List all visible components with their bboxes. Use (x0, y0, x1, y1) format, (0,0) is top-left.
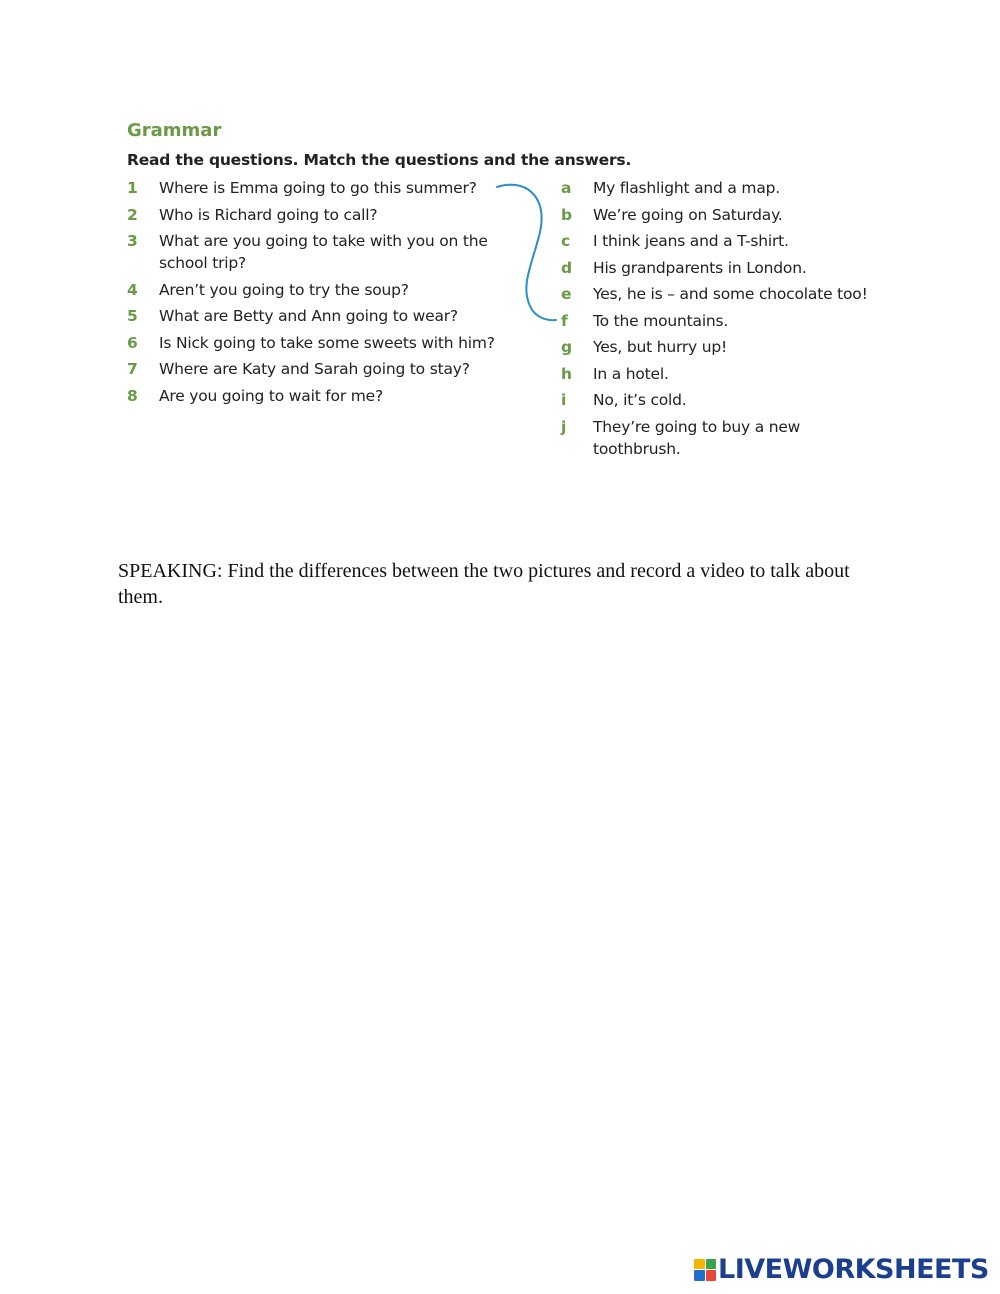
question-item (127, 358, 527, 380)
question-text: Who is Richard going to call? (159, 205, 378, 224)
answer-letter: d (561, 258, 572, 277)
answer-text: I think jeans and a T-shirt. (593, 232, 789, 250)
answer-letter: e (561, 285, 572, 303)
answer-letter: g (561, 338, 572, 356)
question-number: 5 (127, 307, 138, 325)
grammar-section-title: Grammar (127, 120, 222, 141)
question-number: 1 (127, 179, 138, 197)
answer-letter: b (561, 205, 572, 224)
logo-wordmark: LIVEWORKSHEETS (718, 1254, 989, 1285)
answer-letter: j (561, 417, 567, 436)
question-text: Where are Katy and Sarah going to stay? (159, 360, 470, 378)
answers-list (561, 177, 901, 464)
answer-item (561, 310, 901, 332)
answer-text: My flashlight and a map. (593, 179, 780, 197)
answer-letter: i (561, 391, 567, 409)
logo-tile-blue (694, 1270, 705, 1281)
question-text: What are you going to take with you on the school trip? (159, 232, 488, 272)
logo-tile-red (706, 1270, 717, 1281)
answer-text: No, it’s cold. (593, 391, 687, 409)
questions-list (127, 177, 527, 411)
question-text: Are you going to wait for me? (159, 386, 383, 405)
answer-text: In a hotel. (593, 364, 669, 383)
question-item (127, 230, 527, 274)
answer-text: Yes, but hurry up! (593, 338, 728, 356)
answer-item (561, 416, 901, 460)
answer-letter: a (561, 179, 572, 197)
answer-letter: h (561, 364, 572, 383)
question-number: 6 (127, 333, 138, 352)
answer-item (561, 283, 901, 305)
answer-item (561, 204, 901, 226)
liveworksheets-logo (694, 1254, 989, 1285)
question-number: 8 (127, 386, 138, 405)
answer-item (561, 363, 901, 385)
question-number: 4 (127, 280, 138, 299)
question-item (127, 332, 527, 354)
answer-text: Yes, he is – and some chocolate too! (593, 285, 868, 303)
answer-text: They’re going to buy a new toothbrush. (593, 417, 801, 458)
question-item (127, 177, 527, 199)
grammar-instructions: Read the questions. Match the questions and the answers. (127, 151, 632, 169)
answer-text: We’re going on Saturday. (593, 205, 783, 224)
question-item (127, 204, 527, 226)
question-item (127, 279, 527, 301)
question-item (127, 385, 527, 407)
question-text: Aren’t you going to try the soup? (159, 280, 409, 299)
answer-letter: c (561, 232, 570, 250)
speaking-instructions: SPEAKING: Find the differences between the two pictures and record a video to talk about them. (118, 560, 850, 608)
answer-letter: f (561, 311, 568, 330)
logo-mark (694, 1259, 716, 1281)
answer-item (561, 177, 901, 199)
answer-text: To the mountains. (593, 311, 729, 330)
question-item (127, 305, 527, 327)
question-number: 7 (127, 360, 138, 378)
logo-tile-yellow (694, 1259, 705, 1270)
question-number: 3 (127, 232, 138, 250)
answer-item (561, 257, 901, 279)
logo-tile-green (706, 1259, 717, 1270)
answer-item (561, 230, 901, 252)
question-text: Is Nick going to take some sweets with him? (159, 333, 495, 352)
question-number: 2 (127, 205, 138, 224)
question-text: What are Betty and Ann going to wear? (159, 307, 458, 325)
answer-text: His grandparents in London. (593, 258, 807, 277)
answer-item (561, 389, 901, 411)
answer-item (561, 336, 901, 358)
question-text: Where is Emma going to go this summer? (159, 179, 477, 197)
